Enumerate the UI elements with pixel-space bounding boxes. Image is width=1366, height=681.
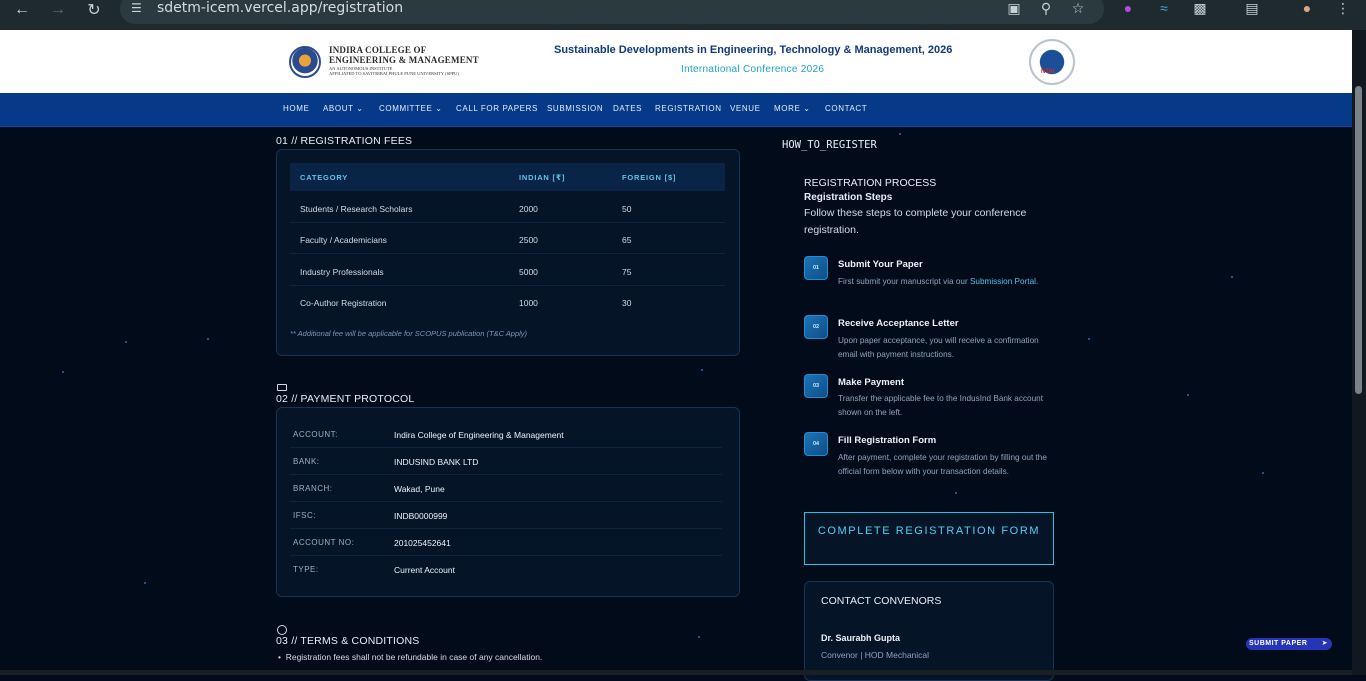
college-name-line2: ENGINEERING & MANAGEMENT [329, 55, 479, 65]
extension-icon[interactable]: ● [1123, 0, 1133, 16]
payment-key: ACCOUNT: [293, 430, 338, 439]
conference-subtitle: International Conference 2026 [681, 64, 825, 75]
step-description [838, 275, 1056, 289]
scrollbar-thumb[interactable] [1355, 86, 1362, 394]
bg-dot [125, 341, 127, 343]
payment-row [290, 475, 722, 502]
fees-foreign-cell: 50 [622, 204, 632, 214]
step-title: Submit Your Paper [838, 259, 923, 270]
url-text[interactable]: sdetm-icem.vercel.app/registration [157, 0, 404, 16]
college-affiliation [329, 66, 459, 76]
send-icon: ➤ [1321, 640, 1328, 647]
payment-key: ACCOUNT NO: [293, 538, 355, 547]
terms-heading: 03 // TERMS & CONDITIONS [276, 635, 420, 647]
fees-col-foreign: FOREIGN [$] [622, 173, 677, 182]
step-description-text: . [1035, 277, 1039, 286]
how-to-register-heading: HOW_TO_REGISTER [782, 139, 877, 151]
payment-value: INDUSIND BANK LTD [394, 457, 479, 467]
zoom-icon[interactable]: ⚲ [1040, 0, 1052, 16]
bg-dot [1262, 472, 1264, 474]
profile-avatar-icon[interactable]: ● [1302, 0, 1312, 16]
bg-dot [899, 133, 901, 135]
terms-item-text: Registration fees shall not be refundable in case of any cancellation. [285, 652, 543, 662]
contact-role: Convenor | HOD Mechanical [821, 650, 930, 660]
nav-item-home[interactable]: HOME [283, 104, 310, 113]
bg-dot [144, 582, 146, 584]
fees-category-cell: Co-Author Registration [300, 298, 387, 308]
fees-note: ** Additional fee will be applicable for SCOPUS publication (T&C Apply) [290, 329, 528, 338]
college-sub-line1: AN AUTONOMOUS INSTITUTE [329, 66, 393, 71]
bg-dot [1088, 338, 1090, 340]
step-number-badge: 01 [804, 256, 828, 280]
payment-row [290, 502, 722, 529]
back-arrow-icon[interactable]: ← [14, 1, 30, 18]
payment-value: Indira College of Engineering & Management [394, 430, 564, 440]
table-row [290, 223, 725, 254]
forward-arrow-icon[interactable]: → [50, 1, 66, 18]
fees-category-cell: Students / Research Scholars [300, 204, 413, 214]
fees-foreign-cell: 75 [622, 267, 632, 277]
nav-item-committee[interactable]: COMMITTEE ⌄ [379, 104, 443, 113]
fees-foreign-cell: 65 [622, 235, 632, 245]
conference-title: Sustainable Developments in Engineering, Technology & Management, 2026 [554, 44, 953, 56]
bg-dot [207, 338, 209, 340]
payment-value: INDB0000999 [394, 511, 448, 521]
info-icon [277, 625, 287, 635]
step-description-text: First submit your manuscript via our [838, 277, 970, 286]
nav-item-registration[interactable]: REGISTRATION [655, 104, 722, 113]
site-settings-icon[interactable]: ☰ [131, 1, 142, 15]
step-number-badge: 03 [804, 374, 828, 398]
bg-dot [955, 492, 957, 494]
bookmark-star-icon[interactable]: ☆ [1071, 0, 1085, 16]
payment-heading: 02 // PAYMENT PROTOCOL [276, 393, 415, 405]
fees-indian-cell: 1000 [519, 298, 538, 308]
credit-card-icon [277, 384, 287, 391]
step-title: Receive Acceptance Letter [838, 318, 959, 329]
college-sub-line2: AFFILIATED TO SAVITRIBAI PHULE PUNE UNIVERSITY (SPPU) [329, 71, 459, 76]
bg-dot [1231, 276, 1233, 278]
payment-key: IFSC: [293, 511, 316, 520]
step-title: Make Payment [838, 377, 905, 388]
bg-dot [62, 371, 64, 373]
fees-indian-cell: 5000 [519, 267, 538, 277]
bg-dot [1187, 394, 1189, 396]
registration-steps-description: Follow these steps to complete your conference registration. [804, 207, 1027, 236]
terms-item [278, 652, 542, 662]
step-description: Transfer the applicable fee to the IndusInd Bank account shown on the left. [838, 394, 1043, 417]
payment-value: 201025452641 [394, 538, 451, 548]
payment-value: Current Account [394, 565, 455, 575]
nav-item-call-for-papers[interactable]: CALL FOR PAPERS [456, 104, 538, 113]
nav-item-dates[interactable]: DATES [613, 104, 643, 113]
registration-process-label: REGISTRATION PROCESS [804, 177, 937, 189]
nav-item-venue[interactable]: VENUE [730, 104, 761, 113]
college-name [329, 45, 479, 65]
payment-row [290, 448, 722, 475]
fees-heading: 01 // REGISTRATION FEES [276, 135, 413, 147]
registration-steps-label: Registration Steps [804, 192, 893, 203]
payment-key: TYPE: [293, 565, 319, 574]
reload-icon[interactable]: ↻ [87, 2, 101, 19]
fees-foreign-cell: 30 [622, 298, 632, 308]
nav-item-contact[interactable]: CONTACT [825, 104, 868, 113]
fees-table-header [290, 163, 725, 191]
contact-name: Dr. Saurabh Gupta [821, 633, 901, 643]
step-number-badge: 04 [804, 432, 828, 456]
submission-portal-link[interactable]: Submission Portal [969, 277, 1036, 286]
browser-toolbar [0, 0, 1366, 30]
site-header [0, 30, 1352, 93]
fees-category-cell: Faculty / Academicians [300, 235, 387, 245]
step-description: Upon paper acceptance, you will receive a confirmation email with payment instructions. [838, 336, 1039, 359]
table-row [290, 255, 725, 286]
ntai-logo-label: NTAI [1041, 69, 1055, 75]
fees-indian-cell: 2000 [519, 204, 538, 214]
submit-paper-floating-button[interactable] [1246, 638, 1332, 650]
fees-category-cell: Industry Professionals [300, 267, 384, 277]
ntai-logo[interactable] [1029, 39, 1075, 85]
contact-heading: CONTACT CONVENORS [821, 595, 942, 607]
payment-value: Wakad, Pune [394, 484, 445, 494]
fees-col-category: CATEGORY [300, 173, 349, 182]
nav-item-submission[interactable]: SUBMISSION [547, 104, 604, 113]
college-logo[interactable] [289, 46, 321, 78]
menu-kebab-icon[interactable]: ⋮ [1336, 0, 1350, 16]
bg-dot [701, 369, 703, 371]
fees-col-indian: INDIAN [₹] [519, 173, 566, 182]
bg-dot [698, 636, 700, 638]
submit-paper-label: SUBMIT PAPER [1249, 640, 1308, 647]
main-nav [0, 93, 1352, 127]
nav-item-about[interactable]: ABOUT ⌄ [323, 104, 364, 113]
fees-indian-cell: 2500 [519, 235, 538, 245]
table-row [290, 192, 725, 223]
reading-list-icon[interactable]: ▤ [1245, 0, 1259, 16]
horizontal-scrollbar[interactable] [0, 670, 1352, 675]
step-description: After payment, complete your registration by filling out the official form below with your transaction details. [838, 453, 1047, 476]
college-name-line1: INDIRA COLLEGE OF [329, 45, 427, 55]
payment-row [290, 556, 722, 583]
nav-item-more[interactable]: MORE ⌄ [774, 104, 811, 113]
extensions-puzzle-icon[interactable]: ▩ [1193, 0, 1207, 16]
payment-row [290, 421, 722, 448]
payment-row [290, 529, 722, 556]
payment-key: BRANCH: [293, 484, 333, 493]
payment-key: BANK: [293, 457, 320, 466]
bullet-icon: • [278, 652, 286, 662]
step-number-badge: 02 [804, 315, 828, 339]
step-title: Fill Registration Form [838, 435, 937, 446]
table-row [290, 286, 725, 317]
complete-registration-form-button[interactable]: COMPLETE REGISTRATION FORM [804, 512, 1054, 565]
wifi-extension-icon[interactable]: ≈ [1160, 0, 1168, 16]
install-app-icon[interactable]: ▣ [1007, 0, 1021, 16]
